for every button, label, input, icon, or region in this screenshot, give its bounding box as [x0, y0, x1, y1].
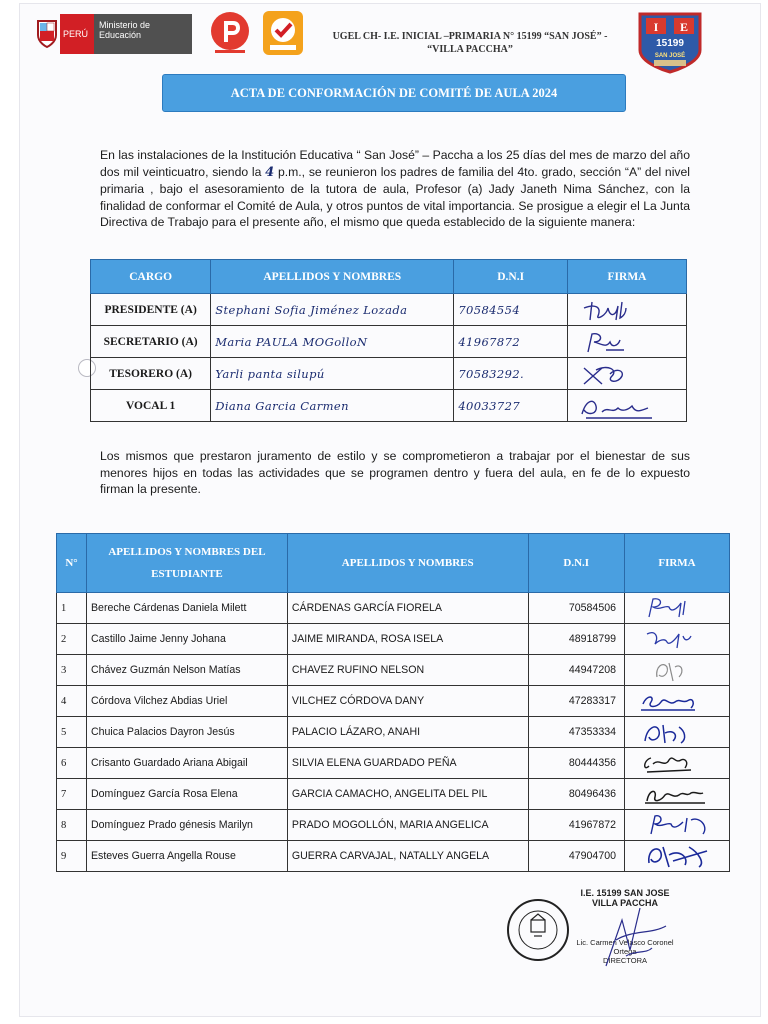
- committee-name: Stephani Sofia Jiménez Lozada: [211, 294, 454, 326]
- committee-name: Yarli panta silupú: [211, 358, 454, 390]
- signature-cell: [568, 326, 687, 358]
- signature-icon: [629, 595, 725, 621]
- col-dni: D.N.I: [528, 534, 625, 593]
- signature-icon: [629, 626, 725, 652]
- parent-dni: 70584506: [528, 593, 625, 624]
- students-header-row: [57, 534, 730, 593]
- signature-cell: [625, 686, 730, 717]
- parent-dni: 47283317: [528, 686, 625, 717]
- parent-name: JAIME MIRANDA, ROSA ISELA: [287, 624, 528, 655]
- signature-icon: [629, 812, 725, 838]
- signature-cell: [625, 779, 730, 810]
- student-row: [57, 655, 730, 686]
- committee-table: [90, 259, 687, 422]
- signature-icon: [629, 843, 725, 869]
- parent-dni: 44947208: [528, 655, 625, 686]
- parent-name: PRADO MOGOLLÓN, MARIA ANGELICA: [287, 810, 528, 841]
- signature-icon: [572, 392, 682, 420]
- col-firma: FIRMA: [625, 534, 730, 593]
- parent-name: SILVIA ELENA GUARDADO PEÑA: [287, 748, 528, 779]
- committee-header-row: [91, 260, 687, 294]
- intro-paragraph: [100, 147, 690, 231]
- committee-row: [91, 390, 687, 422]
- signature-icon: [629, 688, 725, 714]
- parent-name: CÁRDENAS GARCÍA FIORELA: [287, 593, 528, 624]
- committee-row: [91, 358, 687, 390]
- student-row: [57, 810, 730, 841]
- col-dni: D.N.I: [454, 260, 568, 294]
- signature-cell: [568, 294, 687, 326]
- parent-name: GUERRA CARVAJAL, NATALLY ANGELA: [287, 841, 528, 872]
- badge-letter-i: I: [653, 20, 659, 34]
- student-name: Domínguez Prado génesis Marilyn: [86, 810, 287, 841]
- parent-dni: 80496436: [528, 779, 625, 810]
- badge-number: 15199: [656, 38, 684, 49]
- student-row: [57, 593, 730, 624]
- row-number: 5: [57, 717, 87, 748]
- student-name: Domínguez García Rosa Elena: [86, 779, 287, 810]
- parent-dni: 41967872: [528, 810, 625, 841]
- student-row: [57, 841, 730, 872]
- intro-text-end: p.m., se reunieron los padres de familia del 4to. grado, sección “A” del nivel primaria , bajo el asesoramiento de la tutora de aula, Profesor (a) Jady Janeth Nima Sánchez, con la finalidad de conformar el Comité de Aula, y otros puntos de vital importancia. Se prosigue a elegir el La Junta Directiva de Trabajo para el presente año, el mismo que queda establecido de la siguiente manera:: [100, 164, 691, 229]
- signature-icon: [629, 719, 725, 745]
- header-title-line1: UGEL CH- I.E. INICIAL –PRIMARIA N° 15199 “SAN JOSÉ” -: [332, 31, 608, 42]
- col-student-name: APELLIDOS Y NOMBRES DEL ESTUDIANTE: [86, 534, 287, 593]
- student-row: [57, 748, 730, 779]
- committee-role: SECRETARIO (A): [91, 326, 211, 358]
- student-name: Córdova Vilchez Abdias Uriel: [86, 686, 287, 717]
- ministry-label: Ministerio de Educación: [94, 14, 192, 54]
- committee-role: PRESIDENTE (A): [91, 294, 211, 326]
- stamp-role: DIRECTORA: [602, 956, 648, 965]
- commitment-paragraph: Los mismos que prestaron juramento de estilo y se comprometieron a trabajar por el bienestar de sus menores hijos en todas las actividades que se programen dentro y fuera del aula, en fe de lo expuesto firman la presente.: [100, 449, 690, 496]
- col-parent-name: APELLIDOS Y NOMBRES: [287, 534, 528, 593]
- signature-cell: [625, 717, 730, 748]
- parent-dni: 48918799: [528, 624, 625, 655]
- badge-name: SAN JOSÉ: [654, 53, 686, 59]
- round-seal-icon: [506, 898, 570, 962]
- student-name: Esteves Guerra Angella Rouse: [86, 841, 287, 872]
- signature-icon: [572, 296, 682, 324]
- signature-cell: [625, 748, 730, 779]
- stamp-signer: Lic. Carmen Velasco Coronel Ortega: [576, 938, 674, 956]
- committee-dni: 41967872: [454, 326, 568, 358]
- col-number: N°: [57, 534, 87, 593]
- student-row: [57, 779, 730, 810]
- committee-dni: 40033727: [454, 390, 568, 422]
- row-number: 6: [57, 748, 87, 779]
- row-number: 9: [57, 841, 87, 872]
- director-signature-icon: [586, 900, 676, 970]
- students-table: [56, 533, 730, 872]
- parent-name: CHAVEZ RUFINO NELSON: [287, 655, 528, 686]
- signature-cell: [625, 841, 730, 872]
- row-number: 1: [57, 593, 87, 624]
- signature-cell: [625, 810, 730, 841]
- student-name: Castillo Jaime Jenny Johana: [86, 624, 287, 655]
- peru-label: PERÚ: [60, 14, 94, 54]
- quality-seal-logo-icon: [262, 10, 304, 56]
- school-header-title: [310, 30, 630, 56]
- signature-icon: [572, 328, 682, 356]
- parent-dni: 80444356: [528, 748, 625, 779]
- institutional-p-logo-icon: [207, 10, 253, 56]
- signature-cell: [625, 624, 730, 655]
- signature-icon: [629, 750, 725, 776]
- signature-icon: [629, 781, 725, 807]
- row-number: 3: [57, 655, 87, 686]
- parent-name: GARCIA CAMACHO, ANGELITA DEL PIL: [287, 779, 528, 810]
- intro-text-start: En las instalaciones de la Institución Educativa “ San José” – Paccha a los 25 días del mes de marzo del año dos mil veinticuatro, siendo la: [100, 148, 690, 179]
- signature-cell: [568, 390, 687, 422]
- signature-cell: [568, 358, 687, 390]
- signature-cell: [625, 593, 730, 624]
- parent-dni: 47904700: [528, 841, 625, 872]
- row-number: 2: [57, 624, 87, 655]
- student-name: Chávez Guzmán Nelson Matías: [86, 655, 287, 686]
- header-title-line2: “VILLA PACCHA”: [427, 44, 513, 55]
- student-name: Crisanto Guardado Ariana Abigail: [86, 748, 287, 779]
- committee-role: TESORERO (A): [91, 358, 211, 390]
- committee-row: [91, 326, 687, 358]
- row-number: 4: [57, 686, 87, 717]
- stamp-institution: I.E. 15199 SAN JOSE VILLA PACCHA: [580, 888, 670, 908]
- committee-role: VOCAL 1: [91, 390, 211, 422]
- student-name: Bereche Cárdenas Daniela Milett: [86, 593, 287, 624]
- student-name: Chuica Palacios Dayron Jesús: [86, 717, 287, 748]
- student-row: [57, 717, 730, 748]
- committee-row: [91, 294, 687, 326]
- committee-dni: 70583292.: [454, 358, 568, 390]
- committee-name: Diana Garcia Carmen: [211, 390, 454, 422]
- parent-dni: 47353334: [528, 717, 625, 748]
- col-firma: FIRMA: [568, 260, 687, 294]
- student-row: [57, 624, 730, 655]
- signature-cell: [625, 655, 730, 686]
- peru-shield-icon: [34, 14, 60, 54]
- document-title-banner: ACTA DE CONFORMACIÓN DE COMITÉ DE AULA 2024: [162, 74, 626, 112]
- badge-letter-e: E: [679, 20, 689, 34]
- committee-name: Maria PAULA MOGolloN: [211, 326, 454, 358]
- col-apellidos-nombres: APELLIDOS Y NOMBRES: [211, 260, 454, 294]
- student-row: [57, 686, 730, 717]
- row-number: 8: [57, 810, 87, 841]
- signature-icon: [572, 360, 682, 388]
- committee-dni: 70584554: [454, 294, 568, 326]
- row-number: 7: [57, 779, 87, 810]
- ministry-logo: [34, 14, 194, 54]
- handwritten-hour: 4: [265, 164, 275, 180]
- col-cargo: CARGO: [91, 260, 211, 294]
- signature-icon: [629, 657, 725, 683]
- parent-name: VILCHEZ CÓRDOVA DANY: [287, 686, 528, 717]
- school-badge-icon: [636, 10, 704, 76]
- parent-name: PALACIO LÁZARO, ANAHI: [287, 717, 528, 748]
